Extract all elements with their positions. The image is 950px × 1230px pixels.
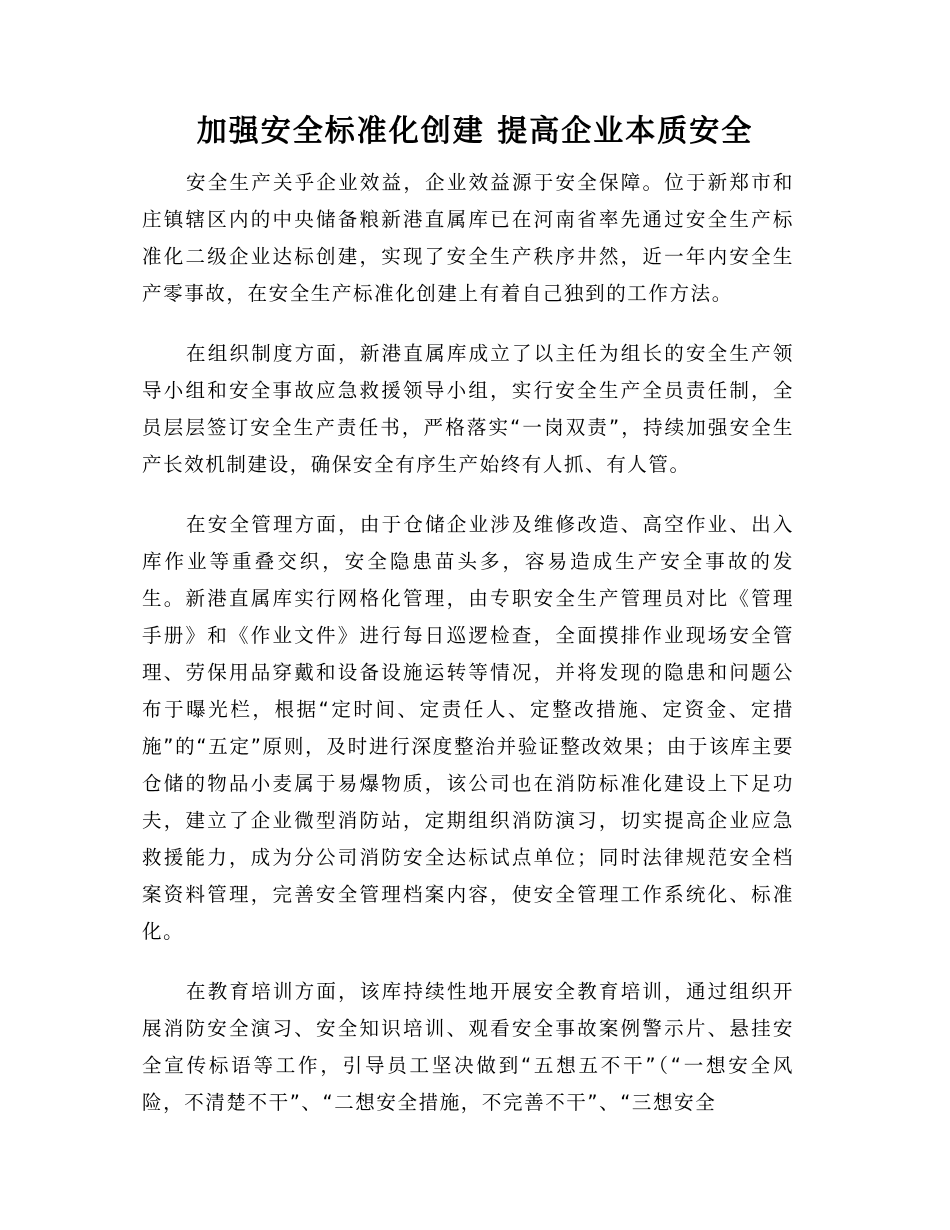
paragraph-training: 在教育培训方面，该库持续性地开展安全教育培训，通过组织开展消防安全演习、安全知识培训、观看安全事故案例警示片、悬挂安全宣传标语等工作，引导员工坚决做到“五想五不干”（“一想安全风险，不清楚不干”、“二想安全措施，不完善不干”、“三想安全 (142, 980, 794, 1114)
paragraph-organization: 在组织制度方面，新港直属库成立了以主任为组长的安全生产领导小组和安全事故应急救援领导小组，实行安全生产全员责任制，全员层层签订安全生产责任书，严格落实“一岗双责”，持续加强安全生产长效机制建设，确保安全有序生产始终有人抓、有人管。 (142, 342, 794, 476)
paragraph-safety-management: 在安全管理方面，由于仓储企业涉及维修改造、高空作业、出入库作业等重叠交织，安全隐患苗头多，容易造成生产安全事故的发生。新港直属库实行网格化管理，由专职安全生产管理员对比《管理手册》和《作业文件》进行每日巡逻检查，全面摸排作业现场安全管理、劳保用品穿戴和设备设施运转等情况，并将发现的隐患和问题公布于曝光栏，根据“定时间、定责任人、定整改措施、定资金、定措施”的“五定”原则，及时进行深度整治并验证整改效果；由于该库主要仓储的物品小麦属于易爆物质，该公司也在消防标准化建设上下足功夫，建立了企业微型消防站，定期组织消防演习，切实提高企业应急救援能力，成为分公司消防安全达标试点单位；同时法律规范安全档案资料管理，完善安全管理档案内容，使安全管理工作系统化、标准化。 (142, 513, 794, 943)
paragraph-intro: 安全生产关乎企业效益，企业效益源于安全保障。位于新郑市和庄镇辖区内的中央储备粮新港直属库已在河南省率先通过安全生产标准化二级企业达标创建，实现了安全生产秩序井然，近一年内安全生产零事故，在安全生产标准化创建上有着自己独到的工作方法。 (142, 171, 794, 305)
document-body (142, 164, 794, 1144)
document-title: 加强安全标准化创建 提高企业本质安全 (196, 114, 754, 149)
